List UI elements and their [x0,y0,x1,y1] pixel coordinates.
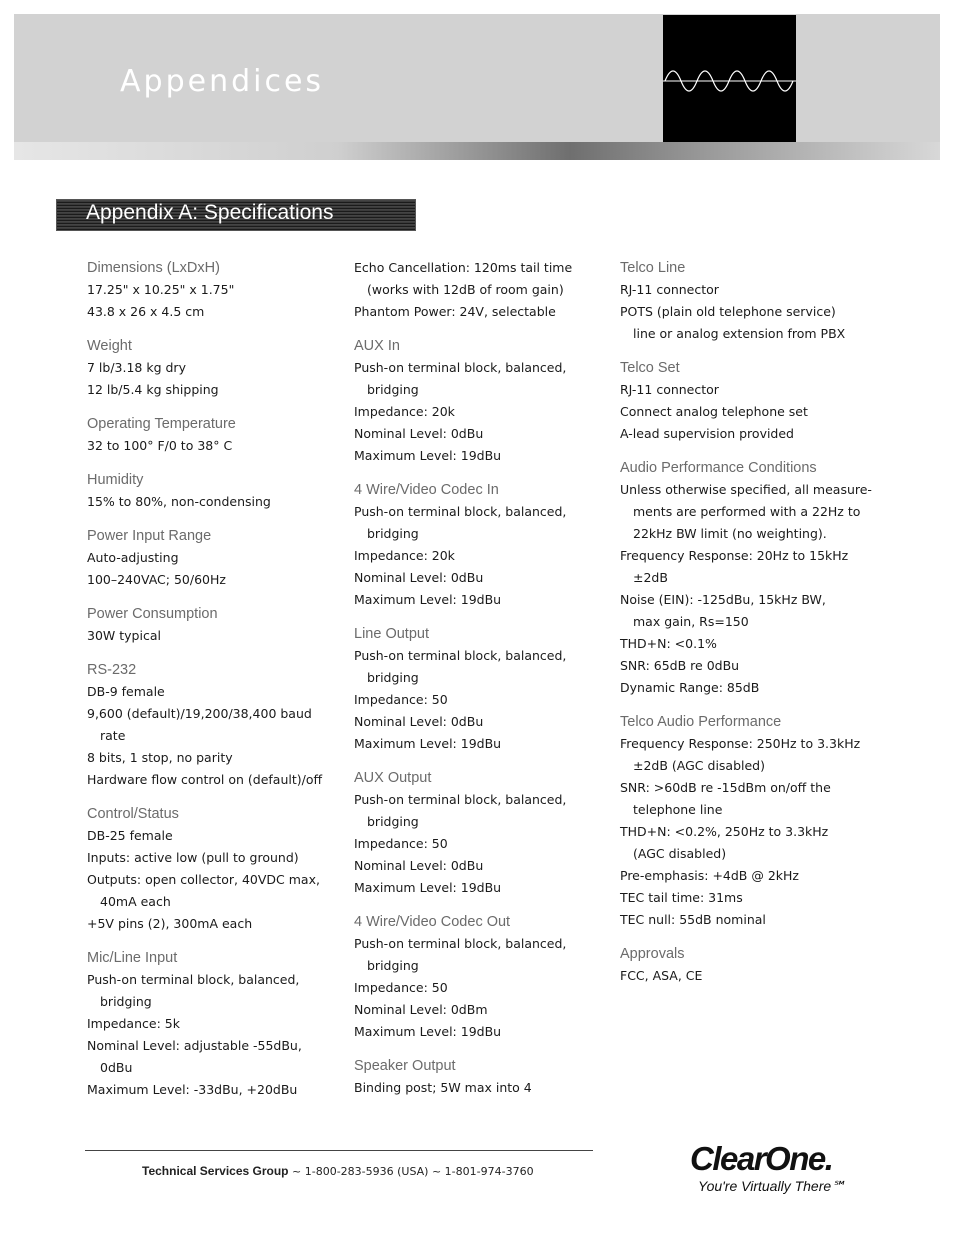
spec-line: bridging [367,814,419,829]
spec-line: 0dBu [100,1060,133,1075]
sine-wave-icon [663,65,796,97]
spec-line: Push-on terminal block, balanced, [354,504,567,519]
spec-heading: Mic/Line Input [87,950,178,966]
spec-line: Nominal Level: 0dBu [354,858,484,873]
spec-line: bridging [100,994,152,1009]
spec-heading: Weight [87,338,132,354]
spec-heading: Line Output [354,626,429,642]
spec-block [87,947,337,1101]
spec-heading: Telco Line [620,260,686,276]
spec-block [87,659,337,791]
spec-line: TEC null: 55dB nominal [620,912,766,927]
spec-line: Connect analog telephone set [620,404,808,419]
spec-line: Maximum Level: 19dBu [354,1024,502,1039]
spec-line: 32 to 100° F/0 to 38° C [87,438,233,453]
spec-line: THD+N: <0.2%, 250Hz to 3.3kHz [620,824,829,839]
spec-line: 7 lb/3.18 kg dry [87,360,186,375]
footer-group-name: Technical Services Group [142,1164,289,1178]
spec-column-1 [87,257,337,1113]
spec-line: Push-on terminal block, balanced, [354,360,567,375]
footer-divider [85,1150,593,1151]
spec-heading: 4 Wire/Video Codec In [354,482,499,498]
spec-line: bridging [367,958,419,973]
footer-contact [142,1164,534,1178]
spec-line: bridging [367,526,419,541]
clearone-logo: ClearOne. [690,1140,833,1177]
spec-heading: RS-232 [87,662,137,678]
spec-line: 30W typical [87,628,161,643]
spec-heading: Power Consumption [87,606,218,622]
spec-heading: Operating Temperature [87,416,236,432]
spec-block [87,257,337,323]
spec-line: Nominal Level: 0dBu [354,714,484,729]
spec-line: telephone line [633,802,723,817]
spec-line: Impedance: 20k [354,404,455,419]
spec-block [620,457,890,699]
spec-line: 17.25" x 10.25" x 1.75" [87,282,235,297]
spec-block [87,803,337,935]
spec-block [354,767,604,899]
spec-line: POTS (plain old telephone service) [620,304,836,319]
spec-line: DB-9 female [87,684,165,699]
footer-phone-numbers: ~ 1-800-283-5936 (USA) ~ 1-801-974-3760 [288,1165,534,1178]
spec-line: Frequency Response: 20Hz to 15kHz [620,548,849,563]
spec-heading: Dimensions (LxDxH) [87,260,220,276]
spec-line: THD+N: <0.1% [620,636,717,651]
spec-block [354,623,604,755]
spec-line: Binding post; 5W max into 4 [354,1080,532,1095]
spec-line: Maximum Level: 19dBu [354,592,502,607]
spec-line: Nominal Level: adjustable -55dBu, [87,1038,302,1053]
page-title: Appendices [120,64,325,99]
spec-block [620,357,890,445]
spec-block [354,1055,604,1099]
logo-tagline: You're Virtually There℠ [698,1178,846,1194]
spec-line: Auto-adjusting [87,550,179,565]
spec-line: SNR: >60dB re -15dBm on/off the [620,780,831,795]
spec-column-3 [620,257,890,999]
spec-heading: Approvals [620,946,685,962]
spec-line: Frequency Response: 250Hz to 3.3kHz [620,736,861,751]
spec-line: Unless otherwise specified, all measure- [620,482,872,497]
spec-heading: Speaker Output [354,1058,456,1074]
spec-heading: AUX In [354,338,400,354]
spec-line: Echo Cancellation: 120ms tail time [354,260,573,275]
spec-block [87,413,337,457]
spec-block [354,911,604,1043]
spec-line: 8 bits, 1 stop, no parity [87,750,233,765]
spec-block [354,257,604,323]
spec-line: Push-on terminal block, balanced, [354,648,567,663]
spec-line: ±2dB (AGC disabled) [633,758,765,773]
spec-line: Nominal Level: 0dBu [354,426,484,441]
spec-line: Noise (EIN): -125dBu, 15kHz BW, [620,592,826,607]
spec-heading: Control/Status [87,806,179,822]
spec-line: (works with 12dB of room gain) [367,282,564,297]
spec-line: Impedance: 20k [354,548,455,563]
spec-heading: 4 Wire/Video Codec Out [354,914,511,930]
spec-block [620,257,890,345]
spec-line: max gain, Rs=150 [633,614,749,629]
spec-line: FCC, ASA, CE [620,968,703,983]
section-banner [56,199,416,231]
spec-heading: Humidity [87,472,144,488]
spec-line: Push-on terminal block, balanced, [354,792,567,807]
spec-line: Maximum Level: -33dBu, +20dBu [87,1082,298,1097]
spec-block [87,469,337,513]
spec-line: ±2dB [633,570,668,585]
spec-line: RJ-11 connector [620,382,719,397]
spec-line: Dynamic Range: 85dB [620,680,760,695]
spec-column-2 [354,257,604,1111]
spec-block [354,335,604,467]
spec-line: 100–240VAC; 50/60Hz [87,572,226,587]
spec-line: Maximum Level: 19dBu [354,448,502,463]
spec-heading: AUX Output [354,770,432,786]
spec-line: Impedance: 50 [354,692,448,707]
spec-line: SNR: 65dB re 0dBu [620,658,740,673]
spec-block [620,711,890,931]
spec-line: Nominal Level: 0dBu [354,570,484,585]
spec-line: Maximum Level: 19dBu [354,736,502,751]
spec-line: Phantom Power: 24V, selectable [354,304,556,319]
spec-line: rate [100,728,126,743]
spec-line: Nominal Level: 0dBm [354,1002,488,1017]
spec-heading: Audio Performance Conditions [620,460,817,476]
spec-line: 15% to 80%, non-condensing [87,494,271,509]
spec-heading: Power Input Range [87,528,212,544]
spec-block [620,943,890,987]
waveform-graphic [663,15,796,142]
spec-line: Impedance: 5k [87,1016,180,1031]
spec-line: (AGC disabled) [633,846,727,861]
spec-line: 43.8 x 26 x 4.5 cm [87,304,205,319]
section-title: Appendix A: Specifications [86,201,334,224]
page-header [14,14,940,142]
spec-line: Inputs: active low (pull to ground) [87,850,299,865]
spec-line: line or analog extension from PBX [633,326,846,341]
spec-line: Push-on terminal block, balanced, [354,936,567,951]
spec-block [87,335,337,401]
spec-line: Push-on terminal block, balanced, [87,972,300,987]
spec-line: +5V pins (2), 300mA each [87,916,253,931]
spec-line: bridging [367,382,419,397]
spec-line: 40mA each [100,894,171,909]
spec-line: Pre-emphasis: +4dB @ 2kHz [620,868,799,883]
spec-line: Hardware flow control on (default)/off [87,772,323,787]
spec-line: 22kHz BW limit (no weighting). [633,526,827,541]
spec-line: DB-25 female [87,828,173,843]
spec-line: ments are performed with a 22Hz to [633,504,861,519]
spec-line: RJ-11 connector [620,282,719,297]
header-gradient-bar [14,142,940,160]
spec-block [87,603,337,647]
spec-line: bridging [367,670,419,685]
spec-line: 12 lb/5.4 kg shipping [87,382,219,397]
spec-line: Impedance: 50 [354,836,448,851]
spec-line: 9,600 (default)/19,200/38,400 baud [87,706,312,721]
spec-line: A-lead supervision provided [620,426,794,441]
spec-line: Impedance: 50 [354,980,448,995]
spec-block [354,479,604,611]
spec-heading: Telco Set [620,360,680,376]
spec-block [87,525,337,591]
spec-line: TEC tail time: 31ms [620,890,743,905]
spec-heading: Telco Audio Performance [620,714,782,730]
spec-line: Outputs: open collector, 40VDC max, [87,872,320,887]
spec-line: Maximum Level: 19dBu [354,880,502,895]
